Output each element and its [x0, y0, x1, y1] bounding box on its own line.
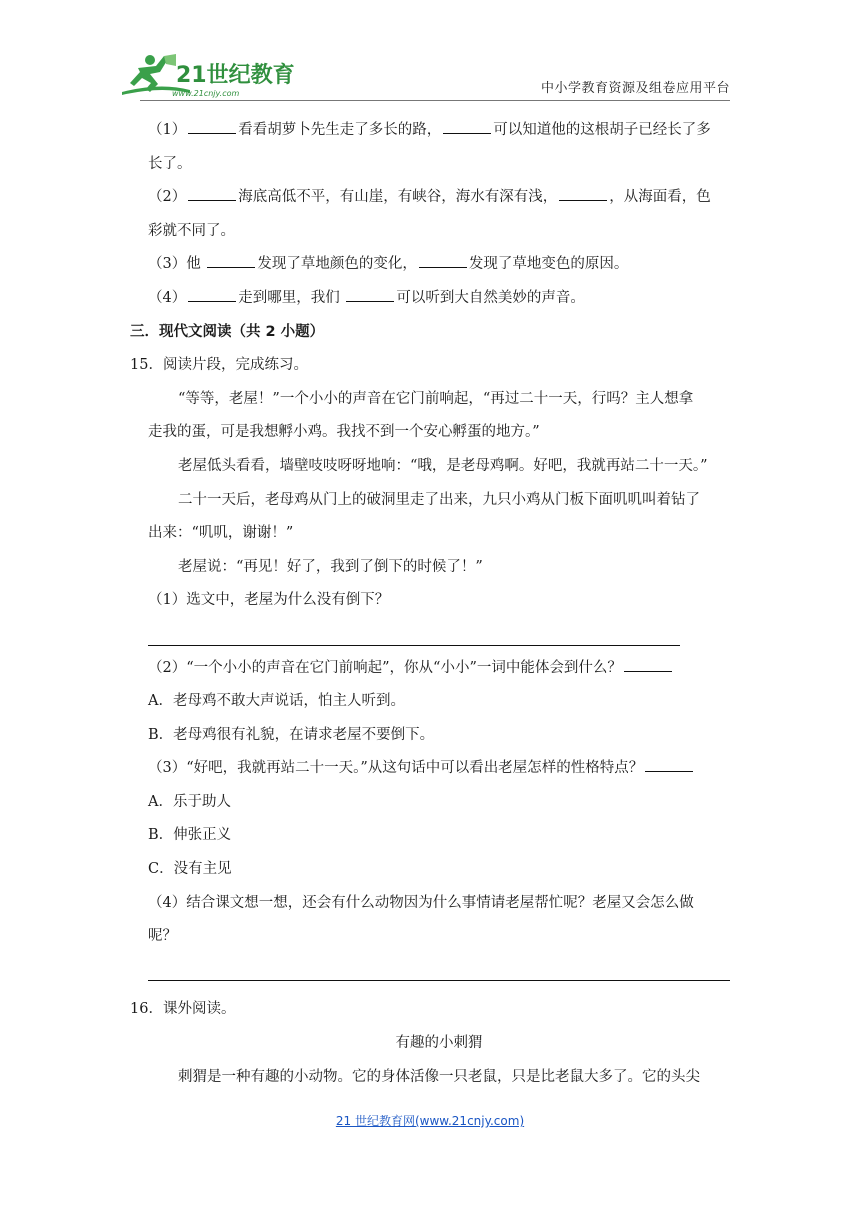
passage-paragraph: 老屋低头看看，墙壁吱吱呀呀地响：“哦，是老母鸡啊。好吧，我就再站二十一天。”	[178, 457, 708, 474]
q14-item4: （4） 走到哪里，我们 可以听到大自然美妙的声音。	[148, 282, 730, 316]
passage-title: 有趣的小刺猬	[395, 1035, 483, 1052]
page-header	[0, 0, 860, 110]
option-c: C．没有主见	[148, 861, 232, 878]
question-number: 16．课外阅读。	[130, 1001, 236, 1018]
answer-blank[interactable]	[188, 186, 236, 201]
passage-paragraph-cont: 出来：“叽叽，谢谢！”	[148, 525, 294, 542]
logo-url: www.21cnjy.com	[172, 89, 240, 98]
header-divider	[140, 100, 730, 101]
passage-paragraph: 二十一天后，老母鸡从门上的破洞里走了出来，九只小鸡从门板下面叽叽叫着钻了	[178, 491, 700, 508]
option-a: A．乐于助人	[148, 793, 231, 810]
q14-item1-line2: 长了。	[148, 155, 192, 172]
option-a: A．老母鸡不敢大声说话，怕主人听到。	[148, 693, 405, 710]
footer-link[interactable]: 21 世纪教育网(www.21cnjy.com)	[335, 1114, 525, 1128]
section-title: 三．现代文阅读（共 2 小题）	[130, 323, 325, 340]
sub-question-4: （4）结合课文想一想，还会有什么动物因为什么事情请老屋帮忙呢？老屋又会怎么做	[148, 894, 694, 911]
sub-question-1: （1）选文中，老屋为什么没有倒下？	[148, 592, 390, 609]
answer-blank[interactable]	[443, 119, 491, 134]
logo-text: 21世纪教育	[176, 63, 295, 88]
answer-blank[interactable]	[188, 287, 236, 302]
sub-question-4-cont: 呢？	[148, 928, 177, 945]
passage-paragraph: 刺猬是一种有趣的小动物。它的身体活像一只老鼠，只是比老鼠大多了。它的头尖	[178, 1068, 700, 1085]
sub-question-3: （3）“好吧，我就再站二十一天。”从这句话中可以看出老屋怎样的性格特点？	[148, 752, 730, 786]
passage-paragraph-cont: 走我的蛋，可是我想孵小鸡。我找不到一个安心孵蛋的地方。”	[148, 424, 540, 441]
q14-item3: （3）他 发现了草地颜色的变化， 发现了草地变色的原因。	[148, 248, 730, 282]
q14-item2-line2: 彩就不同了。	[148, 222, 235, 239]
sub-question-2: （2）“一个小小的声音在它门前响起”，你从“小小”一词中能体会到什么？	[148, 652, 730, 686]
option-b: B．老母鸡很有礼貌，在请求老屋不要倒下。	[148, 726, 435, 743]
answer-blank[interactable]	[419, 253, 467, 268]
answer-blank[interactable]	[559, 186, 607, 201]
answer-blank[interactable]	[645, 757, 693, 772]
passage-paragraph: “等等，老屋！”一个小小的声音在它门前响起，“再过二十一天，行吗？主人想拿	[178, 390, 694, 407]
question-number: 15．阅读片段，完成练习。	[130, 357, 308, 374]
answer-blank[interactable]	[624, 657, 672, 672]
q14-item2-line1: （2） 海底高低不平，有山崖，有峡谷，海水有深有浅， ，从海面看，色	[148, 181, 730, 215]
option-b: B．伸张正义	[148, 827, 232, 844]
answer-blank[interactable]	[188, 119, 236, 134]
answer-blank[interactable]	[207, 253, 255, 268]
answer-line[interactable]	[148, 618, 730, 652]
platform-name: 中小学教育资源及组卷应用平台	[540, 81, 730, 96]
answer-line[interactable]	[148, 954, 730, 988]
site-logo[interactable]	[120, 52, 300, 102]
q14-item1-line1: （1） 看看胡萝卜先生走了多长的路， 可以知道他的这根胡子已经长了多	[148, 114, 730, 148]
answer-blank[interactable]	[346, 287, 394, 302]
runner-logo-icon	[120, 52, 300, 102]
passage-paragraph: 老屋说：“再见！好了，我到了倒下的时候了！”	[178, 558, 483, 575]
document-body	[130, 114, 730, 1094]
